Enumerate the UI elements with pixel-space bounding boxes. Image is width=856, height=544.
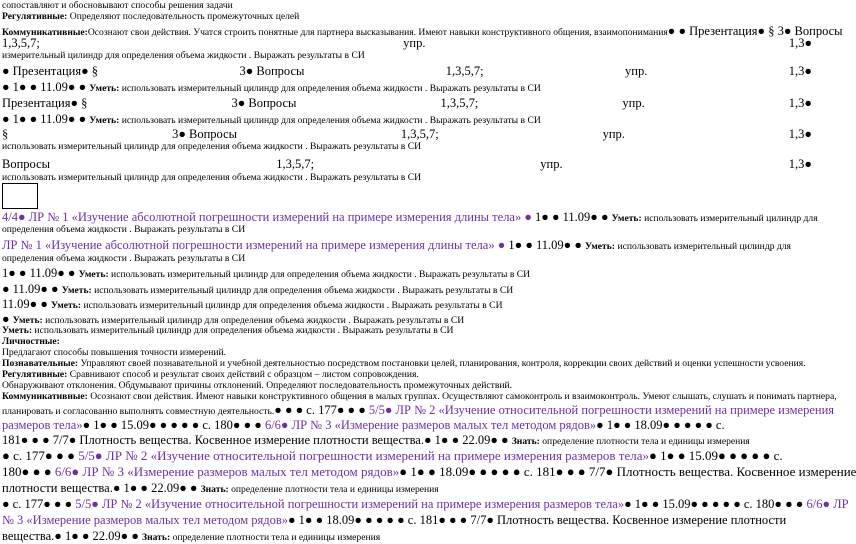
cell: 1,3,5,7; [276, 157, 315, 171]
label-personal: Личностные: [2, 336, 60, 347]
line-text-large: 11.09● ● [2, 297, 52, 311]
line-text: сопоставляют и обосновывают способы решения задачи [2, 0, 233, 11]
text-line-31 [2, 433, 750, 448]
text-line-4 [2, 36, 812, 51]
line-text: Осознают свои действия. Имеют навыки конструктивного общения в малых группах. Осуществляют самоконтроль и взаимоконтроль. Умеют слышать, слушать и понимать партнера, [87, 391, 837, 402]
text-line-12 [2, 157, 812, 172]
line-text-large: 1● ● 11.09● ● [505, 238, 586, 252]
text-line-23 [2, 336, 60, 347]
label-know: Знать: [200, 484, 229, 495]
text-line-8 [2, 96, 812, 111]
line-text: Определяют последовательность промежуточных целей [67, 11, 300, 22]
lab-title: 6/6● ЛР [806, 497, 849, 511]
text-line-32 [2, 448, 783, 464]
text-line-30 [2, 418, 725, 433]
line-text: Управляют своей познавательной и учебной деятельностью посредством постановки целей, планирования, контроля, коррекции своих действий и оценки успешности усвоения. [78, 358, 806, 369]
line-text-large: ● 1● ● 15.09● ● ● ● ● с. [649, 448, 783, 463]
label-skill: Уметь: [89, 83, 120, 94]
text-line-35 [2, 497, 849, 512]
text-line-33 [2, 464, 856, 480]
line-text-large: ● 1● ● 15.09● ● ● ● ● с. 180● ● ● [82, 418, 265, 432]
text-line-37 [2, 529, 380, 544]
line-text: использовать измерительный цилиндр для определения объема жидкости . Выражать результаты в СИ [119, 115, 541, 126]
line-text-large: 180● ● ● [2, 464, 55, 479]
line-text-large: 181● ● ● 7/7● Плотность вещества. Косвенное измерение плотности вещества.● 1● ● 22.09● ● [2, 433, 512, 447]
text-line-9 [2, 112, 541, 127]
empty-box [2, 183, 38, 209]
cell: 1,3,5,7; [440, 96, 479, 110]
label-regulatory: Регулятивные: [2, 11, 68, 22]
line-text: планировать и согласованно выполнять совместную деятельность. [2, 406, 275, 417]
cell: 1,3,5,7; [400, 127, 439, 141]
text-line-34 [2, 481, 439, 496]
text-line-5 [2, 50, 365, 61]
cell: 1,3● [788, 36, 812, 50]
cell: 1,3● [788, 127, 812, 141]
text-line-2 [2, 11, 299, 22]
line-text-large: ● 1● ● 18.09● ● ● ● ● с. 181● ● ● 7/7● Плотность вещества. Косвенное измерение плотности [288, 513, 787, 527]
cell: упр. [540, 157, 563, 171]
text-line-22 [2, 325, 453, 336]
text-line-15 [2, 224, 245, 235]
lab-title: ЛР № 1 «Изучение абсолютной погрешности измерений на примере измерения длины тела» ● [2, 238, 506, 252]
text-line-25 [2, 358, 806, 369]
line-text: использовать измерительный цилиндр для определения объема жидкости . Выражать результаты в СИ [2, 141, 422, 152]
line-text: определения объема жидкости . Выражать результаты в СИ [2, 253, 246, 264]
text-line-6 [2, 64, 812, 79]
line-text: Обнаруживают отклонения. Обдумывают причины отклонений. Определяют последовательность промежуточных действий. [2, 380, 513, 391]
lab-title: размеров тела» [2, 418, 83, 432]
line-text: измерительный цилиндр для определения объема жидкости . Выражать результаты в СИ [2, 50, 365, 61]
line-text-large: ● ● ● с. 177● ● ● [274, 403, 369, 417]
cell: Вопросы [2, 157, 51, 171]
line-text: использовать измерительный цилиндр для определения объема жидкости . Выражать результаты в СИ [32, 325, 454, 336]
line-text-large: 1● ● 11.09● ● [2, 266, 79, 280]
cell: 1,3,5,7; [2, 36, 40, 50]
cell: ● Презентация● § [2, 64, 99, 78]
lab-title: № 3 «Измерение размеров малых тел методом рядов» [2, 513, 288, 527]
line-text: использовать измерительный цилиндр для определения объема жидкости . Выражать результаты в СИ [108, 269, 531, 280]
cell: 3● Вопросы [231, 96, 297, 110]
text-line-7 [2, 80, 541, 95]
line-text: определение плотности тела и единицы измерения [228, 484, 439, 495]
line-text: использовать измерительный цилиндр для определения объема жидкости . Выражать результаты в СИ [119, 83, 541, 94]
text-line-36 [2, 513, 786, 528]
cell: 3● Вопросы [239, 64, 305, 78]
line-text-large: ● 1● ● 18.09● ● ● ● ● с. [596, 418, 725, 432]
cell: 3● Вопросы [172, 127, 238, 141]
text-line-17 [2, 253, 245, 264]
line-text-large: ● 11.09● ● [2, 282, 62, 296]
text-line-29 [2, 403, 834, 418]
label-know: Знать: [511, 436, 540, 447]
text-line-11 [2, 141, 421, 152]
lab-title: 5/5● ЛР № 2 «Изучение относительной погрешности измерений на примере измерения [368, 403, 835, 417]
line-text: использовать измерительный цилиндр для [615, 241, 791, 252]
label-skill: Уметь: [12, 315, 43, 326]
line-text-large: ● 1● ● 11.09● ● [2, 80, 90, 94]
label-skill: Уметь: [611, 213, 642, 224]
label-regulatory: Регулятивные: [2, 369, 68, 380]
text-line-19 [2, 282, 513, 297]
cell: 1,3,5,7; [445, 64, 484, 78]
line-text: Сравнивают способ и результат своих действий с образцом – листом сопровождения. [67, 369, 419, 380]
label-skill: Уметь: [78, 269, 109, 280]
cell: упр. [622, 96, 645, 110]
label-skill: Уметь: [585, 241, 616, 252]
cell: 1,3● [788, 157, 812, 171]
cell: упр. [625, 64, 648, 78]
lab-title: 5/5● ЛР № 2 «Изучение относительной погрешности измерений на примере измерения размеров тела» [78, 448, 649, 463]
cell: упр. [602, 127, 625, 141]
cell: Презентация● § [2, 96, 88, 110]
cell: упр. [403, 36, 426, 50]
label-communicative: Коммуникативные: [2, 27, 88, 38]
line-text-large: ● 1● ● 11.09● ● [2, 112, 90, 126]
text-line-13 [2, 172, 421, 183]
label-know: Знать: [142, 532, 171, 543]
lab-title: 6/6● ЛР № 3 «Измерение размеров малых тел методом рядов» [264, 418, 597, 432]
lab-title: 6/6● ЛР № 3 «Измерение размеров малых тел методом рядов» [54, 464, 400, 479]
text-line-27 [2, 380, 512, 391]
cell: § [2, 127, 9, 141]
text-line-20 [2, 297, 503, 312]
line-text: Осознают свои действия. Учатся строить понятные для партнера высказывания. Имеют навыки конструктивного общения, взаимопонимания [87, 27, 668, 38]
label-skill: Уметь: [89, 115, 120, 126]
line-text-large: ● ● Презентация● § 3● Вопросы [667, 24, 843, 38]
line-text: определения объема жидкости . Выражать результаты в СИ [2, 224, 246, 235]
label-cognitive: Познавательные: [2, 358, 79, 369]
line-text: определение плотности тела и единицы измерения [170, 532, 381, 543]
label-skill: Уметь: [61, 285, 92, 296]
line-text-large: ● 1● ● 15.09● ● ● ● ● с. 180● ● ● [624, 497, 807, 511]
line-text-large: ● с. 177● ● ● [2, 448, 79, 463]
text-line-14 [2, 210, 818, 225]
line-text: использовать измерительный цилиндр для определения объема жидкости . Выражать результаты в СИ [81, 300, 503, 311]
text-line-26 [2, 369, 419, 380]
line-text: использовать измерительный цилиндр для определения объема жидкости . Выражать результаты в СИ [2, 172, 422, 183]
lab-title: 4/4● ЛР № 1 «Изучение абсолютной погрешности измерений на примере измерения длины тела» ● [2, 210, 532, 224]
text-line-1 [2, 0, 233, 11]
line-text: использовать измерительный цилиндр для [641, 213, 818, 224]
text-line-28 [2, 391, 837, 402]
line-text: использовать измерительный цилиндр для определения объема жидкости . Выражать результаты в СИ [42, 315, 465, 326]
line-text-large: ● с. 177● ● ● [2, 497, 76, 511]
text-line-16 [2, 238, 791, 253]
line-text-large: ● [2, 312, 13, 326]
label-skill: Уметь: [2, 325, 33, 336]
cell: 1,3● [788, 64, 812, 78]
lab-title: 5/5● ЛР № 2 «Изучение относительной погрешности измерений на примере измерения размеров тела» [75, 497, 625, 511]
text-line-24 [2, 347, 226, 358]
line-text: Предлагают способы повышения точности измерений. [2, 347, 227, 358]
label-skill: Уметь: [51, 300, 82, 311]
text-line-10 [2, 127, 812, 142]
line-text: использовать измерительный цилиндр для определения объема жидкости . Выражать результаты в СИ [91, 285, 514, 296]
label-communicative: Коммуникативные: [2, 391, 88, 402]
line-text: определение плотности тела и единицы измерения [539, 436, 750, 447]
text-line-18 [2, 266, 530, 281]
line-text-large: вещества.● 1● ● 22.09● ● [2, 529, 143, 543]
line-text-large: плотности вещества.● 1● ● 22.09● ● [2, 481, 201, 495]
line-text-large: ● 1● ● 18.09● ● ● ● ● с. 181● ● ● 7/7● Плотность вещества. Косвенное измерение [399, 464, 856, 479]
cell: 1,3● [788, 96, 812, 110]
line-text-large: 1● ● 11.09● ● [531, 210, 612, 224]
